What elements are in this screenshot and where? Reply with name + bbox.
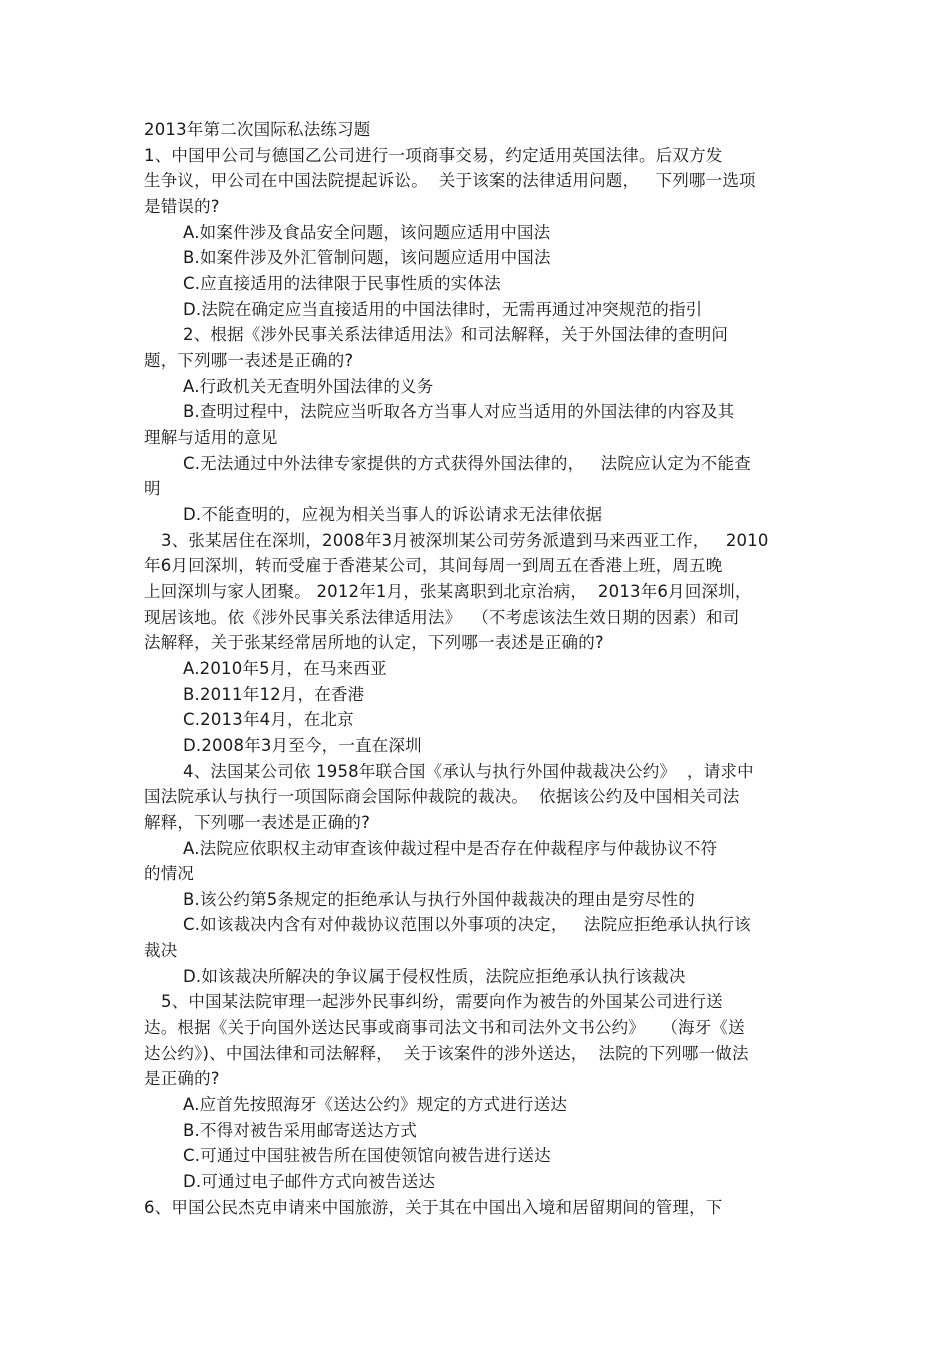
text-line: 解释，下列哪一表述是正确的? bbox=[144, 813, 371, 832]
text-line: 理解与适用的意见 bbox=[144, 428, 278, 447]
text-line: 是正确的? bbox=[144, 1069, 220, 1088]
text-line: 5、中国某法院审理一起涉外民事纠纷，需要向作为被告的外国某公司进行送 bbox=[161, 992, 723, 1011]
text-line: 生争议，甲公司在中国法院提起诉讼。 关于该案的法律适用问题， 下列哪一选项 bbox=[144, 171, 756, 190]
text-line: A.法院应依职权主动审查该仲裁过程中是否存在仲裁程序与仲裁协议不符 bbox=[183, 839, 718, 858]
text-line: D.不能查明的，应视为相关当事人的诉讼请求无法律依据 bbox=[183, 505, 603, 524]
text-line: B.该公约第5条规定的拒绝承认与执行外国仲裁裁决的理由是穷尽性的 bbox=[183, 890, 695, 909]
text-line: B.如案件涉及外汇管制问题，该问题应适用中国法 bbox=[183, 248, 551, 267]
text-line: 裁决 bbox=[144, 941, 178, 960]
text-line: 达。根据《关于向国外送达民事或商事司法文书和司法外文书公约》 （海牙《送 bbox=[144, 1018, 745, 1037]
text-line: 国法院承认与执行一项国际商会国际仲裁院的裁决。 依据该公约及中国相关司法 bbox=[144, 787, 740, 806]
text-line: D.2008年3月至今，一直在深圳 bbox=[183, 736, 422, 755]
text-line: B.查明过程中，法院应当听取各方当事人对应当适用的外国法律的内容及其 bbox=[183, 402, 735, 421]
text-line: C.应直接适用的法律限于民事性质的实体法 bbox=[183, 274, 501, 293]
text-line: D.可通过电子邮件方式向被告送达 bbox=[183, 1172, 436, 1191]
text-line: 明 bbox=[144, 479, 161, 498]
text-line: 达公约》)、中国法律和司法解释， 关于该案件的涉外送达， 法院的下列哪一做法 bbox=[144, 1044, 749, 1063]
text-line: A.如案件涉及食品安全问题，该问题应适用中国法 bbox=[183, 223, 551, 242]
text-line: 的情况 bbox=[144, 864, 195, 883]
document-title: 2013年第二次国际私法练习题 bbox=[144, 120, 371, 139]
text-line: 6、甲国公民杰克申请来中国旅游，关于其在中国出入境和居留期间的管理，下 bbox=[144, 1198, 723, 1217]
text-line: 上回深圳与家人团聚。 2012年1月，张某离职到北京治病， 2013年6月回深圳， bbox=[144, 582, 752, 601]
text-line: 题，下列哪一表述是正确的? bbox=[144, 351, 354, 370]
text-line: 是错误的? bbox=[144, 197, 220, 216]
text-line: 2、根据《涉外民事关系法律适用法》和司法解释，关于外国法律的查明问 bbox=[183, 325, 729, 344]
text-line: 3、张某居住在深圳，2008年3月被深圳某公司劳务派遣到马来西亚工作， 2010 bbox=[161, 531, 769, 550]
text-line: 年6月回深圳，转而受雇于香港某公司，其间每周一到周五在香港上班，周五晚 bbox=[144, 556, 723, 575]
text-line: 现居该地。依《涉外民事关系法律适用法》 （不考虑该法生效日期的因素）和司 bbox=[144, 608, 740, 627]
text-line: B.2011年12月，在香港 bbox=[183, 685, 365, 704]
text-line: A.2010年5月，在马来西亚 bbox=[183, 659, 387, 678]
text-line: 法解释，关于张某经常居所地的认定，下列哪一表述是正确的? bbox=[144, 633, 604, 652]
text-line: C.无法通过中外法律专家提供的方式获得外国法律的， 法院应认定为不能查 bbox=[183, 454, 751, 473]
text-line: C.2013年4月，在北京 bbox=[183, 710, 354, 729]
text-line: 4、法国某公司依 1958年联合国《承认与执行外国仲裁裁决公约》 ，请求中 bbox=[183, 762, 754, 781]
text-line: C.如该裁决内含有对仲裁协议范围以外事项的决定， 法院应拒绝承认执行该 bbox=[183, 915, 751, 934]
text-line: A.应首先按照海牙《送达公约》规定的方式进行送达 bbox=[183, 1095, 568, 1114]
text-line: 1、中国甲公司与德国乙公司进行一项商事交易，约定适用英国法律。后双方发 bbox=[144, 146, 723, 165]
text-line: D.如该裁决所解决的争议属于侵权性质，法院应拒绝承认执行该裁决 bbox=[183, 967, 686, 986]
text-line: D.法院在确定应当直接适用的中国法律时，无需再通过冲突规范的指引 bbox=[183, 300, 703, 319]
text-line: A.行政机关无查明外国法律的义务 bbox=[183, 377, 434, 396]
text-line: C.可通过中国驻被告所在国使领馆向被告进行送达 bbox=[183, 1146, 551, 1165]
text-line: B.不得对被告采用邮寄送达方式 bbox=[183, 1121, 418, 1140]
